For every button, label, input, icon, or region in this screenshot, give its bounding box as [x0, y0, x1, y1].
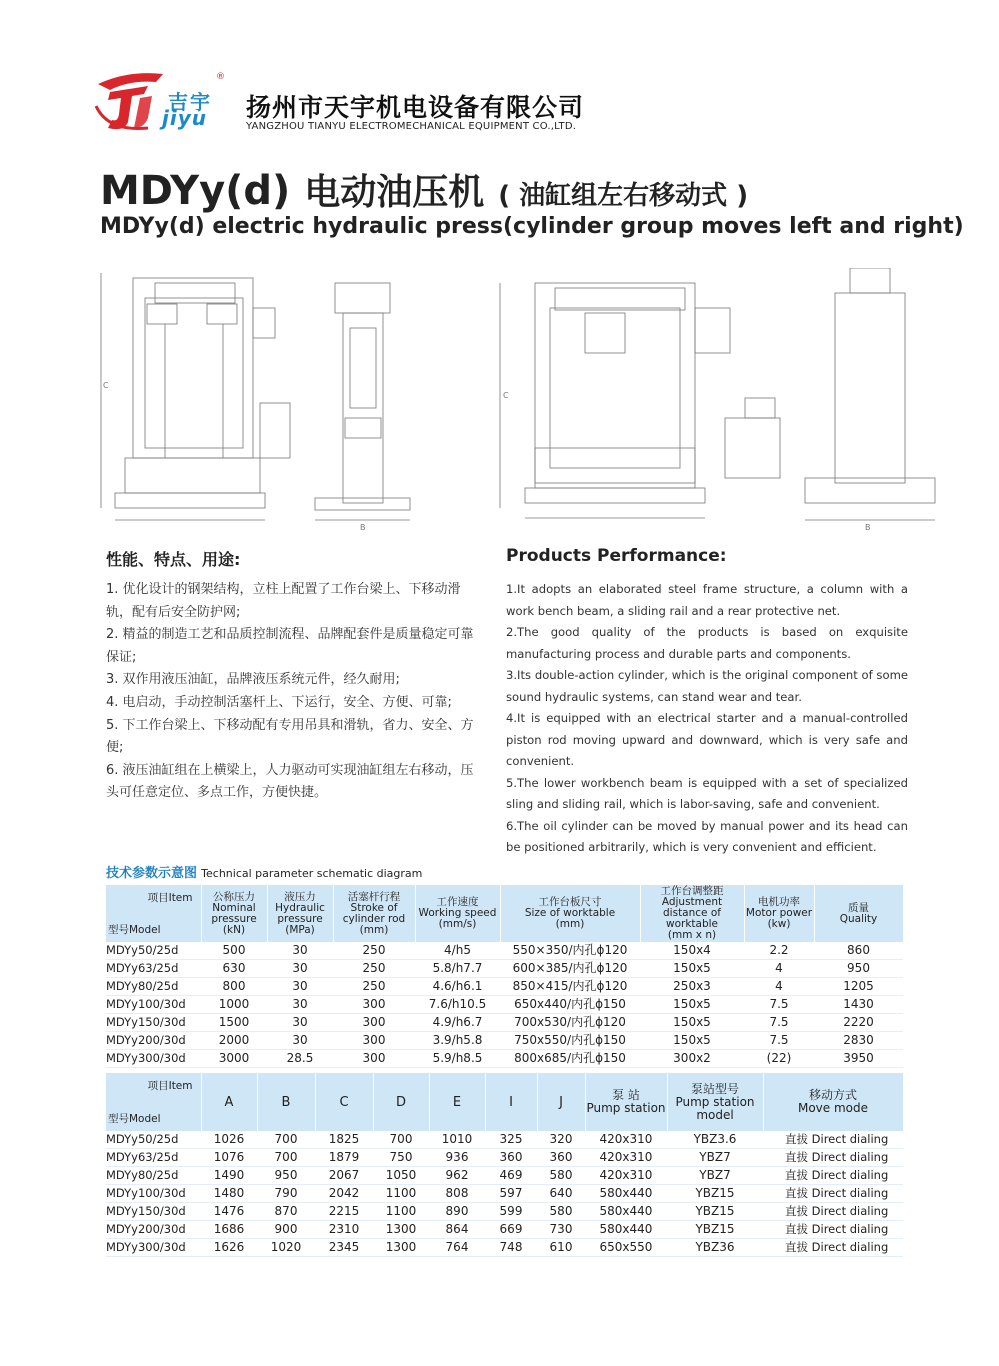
table-cell: YBZ7: [667, 1149, 763, 1167]
table-cell: 630: [201, 960, 267, 978]
spec-table-2: [106, 1073, 904, 1257]
table-header-row: [106, 885, 903, 942]
model-cell: MDYy50/25d: [106, 942, 201, 960]
table-cell: 250: [333, 942, 415, 960]
table-cell: 325: [485, 1131, 537, 1149]
table-cell: 4.9/h6.7: [415, 1014, 500, 1032]
table-cell: 420x310: [585, 1131, 667, 1149]
table-cell: 2830: [814, 1032, 903, 1050]
table-cell: 7.6/h10.5: [415, 996, 500, 1014]
front-view-drawing-2: [500, 283, 780, 518]
performance-item-cn: 1. 优化设计的钢架结构，立柱上配置了工作台梁上、下移动滑轨，配有后安全防护网;: [106, 582, 461, 620]
table-row: [106, 1221, 903, 1239]
performance-item-en: 2.The good quality of the products is based on exquisite manufacturing process and durable parts and components.: [506, 625, 908, 661]
table-cell: 1205: [814, 978, 903, 996]
table-cell: 700: [257, 1149, 315, 1167]
table-cell: 700x530/内孔ɸ120: [500, 1014, 640, 1032]
table-cell: 1480: [201, 1185, 257, 1203]
table-cell: 5.8/h7.7: [415, 960, 500, 978]
table-cell: 直拔 Direct dialing: [763, 1149, 903, 1167]
table-cell: 900: [257, 1221, 315, 1239]
table-cell: 580x440: [585, 1221, 667, 1239]
model-cell: MDYy150/30d: [106, 1203, 201, 1221]
table-cell: 150x4: [640, 942, 744, 960]
drawing-label: C: [503, 391, 509, 400]
table-cell: 1825: [315, 1131, 373, 1149]
model-cell: MDYy100/30d: [106, 1185, 201, 1203]
model-cell: MDYy300/30d: [106, 1050, 201, 1068]
table-cell: 直拔 Direct dialing: [763, 1221, 903, 1239]
table-cell: 150x5: [640, 960, 744, 978]
table-cell: 4: [744, 960, 814, 978]
table-cell: 1686: [201, 1221, 257, 1239]
table-cell: 直拔 Direct dialing: [763, 1131, 903, 1149]
performance-list-en: [506, 579, 908, 859]
table-cell: 469: [485, 1167, 537, 1185]
table-cell: 3950: [814, 1050, 903, 1068]
page-title: [100, 164, 748, 215]
table-cell: 250x3: [640, 978, 744, 996]
table-cell: 1879: [315, 1149, 373, 1167]
table-cell: 30: [267, 1014, 333, 1032]
col-header: 活塞杆行程 Stroke of cylinder rod (mm): [333, 885, 415, 942]
side-view-drawing-1: [315, 283, 410, 532]
page-title-english: MDYy(d) electric hydraulic press(cylinder group moves left and right): [100, 214, 964, 239]
table-cell: 300: [333, 1050, 415, 1068]
table-cell: 700: [373, 1131, 429, 1149]
params-label: [106, 862, 422, 881]
col-header: 工作速度 Working speed (mm/s): [415, 885, 500, 942]
col-header: 泵 站 Pump station: [585, 1073, 667, 1131]
brand-chinese: 吉宇: [168, 90, 212, 114]
table-cell: 764: [429, 1239, 485, 1257]
table-cell: 2215: [315, 1203, 373, 1221]
table-cell: 650x440/内孔ɸ150: [500, 996, 640, 1014]
table-row: [106, 1239, 903, 1257]
table-cell: 650x550: [585, 1239, 667, 1257]
col-header: A: [201, 1073, 257, 1131]
table-cell: 30: [267, 978, 333, 996]
table-cell: 2.2: [744, 942, 814, 960]
table-row: [106, 1014, 903, 1032]
col-header: 移动方式 Move mode: [763, 1073, 903, 1131]
table-cell: 800: [201, 978, 267, 996]
table-cell: 730: [537, 1221, 585, 1239]
table-row: [106, 960, 903, 978]
table-cell: 150x5: [640, 1014, 744, 1032]
table-cell: 250: [333, 978, 415, 996]
model-cell: MDYy63/25d: [106, 960, 201, 978]
table-cell: 1010: [429, 1131, 485, 1149]
table-cell: 1430: [814, 996, 903, 1014]
col-header: 工作台板尺寸 Size of worktable (mm): [500, 885, 640, 942]
table-cell: 1020: [257, 1239, 315, 1257]
performance-item-en: 5.The lower workbench beam is equipped with a set of specialized sling and sliding rail, which is labor-saving, safe and convenient.: [506, 775, 908, 811]
table-cell: 360: [537, 1149, 585, 1167]
table-cell: 1626: [201, 1239, 257, 1257]
col-header: 液压力 Hydraulic pressure (MPa): [267, 885, 333, 942]
corner-item-label: 项目Item: [147, 892, 193, 904]
col-header: 电机功率 Motor power (kw): [744, 885, 814, 942]
table-cell: 790: [257, 1185, 315, 1203]
table-cell: 直拔 Direct dialing: [763, 1185, 903, 1203]
performance-item-cn: 2. 精益的制造工艺和品质控制流程、品牌配套件是质量稳定可靠保证;: [106, 627, 474, 665]
table-cell: 1300: [373, 1239, 429, 1257]
table-cell: 864: [429, 1221, 485, 1239]
table-cell: 30: [267, 1032, 333, 1050]
table-cell: 962: [429, 1167, 485, 1185]
table-cell: 600×385/内孔ɸ120: [500, 960, 640, 978]
performance-item-cn: 6. 液压油缸组在上横梁上，人力驱动可实现油缸组左右移动，压头可任意定位、多点工作，方便快捷。: [106, 762, 474, 801]
drawing-label: B: [865, 523, 871, 532]
table-cell: 1100: [373, 1203, 429, 1221]
table-cell: 1476: [201, 1203, 257, 1221]
table-cell: 直拔 Direct dialing: [763, 1167, 903, 1185]
col-header: E: [429, 1073, 485, 1131]
registered-mark: ®: [216, 72, 225, 82]
table-cell: 1050: [373, 1167, 429, 1185]
table-cell: 420x310: [585, 1167, 667, 1185]
col-header: B: [257, 1073, 315, 1131]
table-cell: 748: [485, 1239, 537, 1257]
table-cell: 950: [814, 960, 903, 978]
title-model: MDYy(d): [100, 168, 291, 214]
table-cell: 7.5: [744, 1032, 814, 1050]
col-header: 公称压力 Nominal pressure (kN): [201, 885, 267, 942]
table-cell: YBZ15: [667, 1203, 763, 1221]
drawing-label: C: [103, 381, 109, 390]
col-header: C: [315, 1073, 373, 1131]
table-cell: 500: [201, 942, 267, 960]
performance-item-en: 4.It is equipped with an electrical starter and a manual-controlled piston rod moving upward and downward, which is very safe and convenient.: [506, 711, 908, 768]
table-cell: 4.6/h6.1: [415, 978, 500, 996]
table-cell: 669: [485, 1221, 537, 1239]
model-cell: MDYy100/30d: [106, 996, 201, 1014]
table-row: [106, 978, 903, 996]
table-cell: 300: [333, 1032, 415, 1050]
table-row: [106, 1167, 903, 1185]
company-name-en: YANGZHOU TIANYU ELECTROMECHANICAL EQUIPMENT CO.,LTD.: [246, 121, 577, 132]
title-subtitle-cn: ( 油缸组左右移动式 ): [498, 181, 749, 211]
table-cell: 4/h5: [415, 942, 500, 960]
table-cell: 1500: [201, 1014, 267, 1032]
table-cell: 28.5: [267, 1050, 333, 1068]
table-cell: 300: [333, 1014, 415, 1032]
table-row: [106, 996, 903, 1014]
table-cell: 直拔 Direct dialing: [763, 1203, 903, 1221]
table-cell: 5.9/h8.5: [415, 1050, 500, 1068]
model-cell: MDYy80/25d: [106, 1167, 201, 1185]
table-cell: 580x440: [585, 1203, 667, 1221]
col-header: 质量 Quality: [814, 885, 903, 942]
table-row: [106, 942, 903, 960]
front-view-drawing-1: [101, 273, 290, 520]
table-header-row: [106, 1073, 903, 1131]
table-cell: 580x440: [585, 1185, 667, 1203]
table-row: [106, 1149, 903, 1167]
table-cell: 597: [485, 1185, 537, 1203]
table-cell: 1076: [201, 1149, 257, 1167]
table-cell: 4: [744, 978, 814, 996]
performance-list-cn: [106, 579, 476, 805]
performance-item-cn: 3. 双作用液压油缸，品牌液压系统元件，经久耐用;: [106, 672, 400, 688]
table-cell: YBZ7: [667, 1167, 763, 1185]
performance-title-cn: 性能、特点、用途:: [106, 550, 241, 569]
technical-drawings: [95, 268, 945, 533]
table-row: [106, 1131, 903, 1149]
table-cell: 890: [429, 1203, 485, 1221]
table-cell: YBZ36: [667, 1239, 763, 1257]
table-cell: 808: [429, 1185, 485, 1203]
table-cell: 30: [267, 942, 333, 960]
performance-item-en: 6.The oil cylinder can be moved by manual power and its head can be positioned arbitrarily, which is very convenient and efficient.: [506, 818, 908, 854]
table-cell: 610: [537, 1239, 585, 1257]
brand-english: jiyu: [162, 106, 207, 130]
table-cell: 150x5: [640, 1032, 744, 1050]
corner-item-label: 项目Item: [147, 1080, 193, 1092]
table-cell: 640: [537, 1185, 585, 1203]
table-cell: 30: [267, 996, 333, 1014]
performance-item-en: 3.Its double-action cylinder, which is the original component of some sound hydraulic systems, can stand wear and tear.: [506, 668, 908, 704]
table-cell: 950: [257, 1167, 315, 1185]
performance-item-cn: 5. 下工作台梁上、下移动配有专用吊具和滑轨，省力、安全、方便;: [106, 717, 474, 756]
col-header: D: [373, 1073, 429, 1131]
table-cell: 420x310: [585, 1149, 667, 1167]
model-cell: MDYy200/30d: [106, 1221, 201, 1239]
table-cell: 936: [429, 1149, 485, 1167]
table-cell: 599: [485, 1203, 537, 1221]
side-view-drawing-2: [805, 268, 935, 532]
company-name-cn: 扬州市天宇机电设备有限公司: [246, 93, 585, 122]
table-cell: 750: [373, 1149, 429, 1167]
drawing-label: B: [360, 523, 366, 532]
table-cell: 7.5: [744, 1014, 814, 1032]
table-cell: 300x2: [640, 1050, 744, 1068]
table-cell: 1490: [201, 1167, 257, 1185]
model-cell: MDYy150/30d: [106, 1014, 201, 1032]
spec-table-1: [106, 885, 904, 1068]
table-cell: 3000: [201, 1050, 267, 1068]
table-cell: 850×415/内孔ɸ120: [500, 978, 640, 996]
col-header: J: [537, 1073, 585, 1131]
performance-title-en: Products Performance:: [506, 546, 727, 566]
table-corner: [106, 885, 201, 942]
table-row: [106, 1032, 903, 1050]
table-cell: YBZ3.6: [667, 1131, 763, 1149]
table-cell: 1100: [373, 1185, 429, 1203]
table-cell: 860: [814, 942, 903, 960]
table-cell: 2000: [201, 1032, 267, 1050]
table-cell: 2067: [315, 1167, 373, 1185]
table-row: [106, 1185, 903, 1203]
performance-item-cn: 4. 电启动，手动控制活塞杆上、下运行，安全、方便、可靠;: [106, 694, 452, 710]
table-cell: 2310: [315, 1221, 373, 1239]
params-label-en: Technical parameter schematic diagram: [201, 867, 423, 880]
model-cell: MDYy200/30d: [106, 1032, 201, 1050]
model-cell: MDYy50/25d: [106, 1131, 201, 1149]
table-cell: 1000: [201, 996, 267, 1014]
table-cell: 3.9/h5.8: [415, 1032, 500, 1050]
corner-model-label: 型号Model: [108, 1113, 161, 1125]
table-row: [106, 1203, 903, 1221]
col-header: I: [485, 1073, 537, 1131]
corner-model-label: 型号Model: [108, 924, 161, 936]
table-cell: (22): [744, 1050, 814, 1068]
table-cell: 870: [257, 1203, 315, 1221]
table-corner: [106, 1073, 201, 1131]
table-cell: 800x685/内孔ɸ150: [500, 1050, 640, 1068]
table-cell: 30: [267, 960, 333, 978]
model-cell: MDYy63/25d: [106, 1149, 201, 1167]
col-header: 泵站型号 Pump station model: [667, 1073, 763, 1131]
table-cell: YBZ15: [667, 1221, 763, 1239]
table-cell: 2042: [315, 1185, 373, 1203]
table-cell: 300: [333, 996, 415, 1014]
table-cell: 580: [537, 1203, 585, 1221]
table-cell: 2345: [315, 1239, 373, 1257]
model-cell: MDYy80/25d: [106, 978, 201, 996]
table-cell: 320: [537, 1131, 585, 1149]
col-header: 工作台调整距 Adjustment distance of worktable (mm x n): [640, 885, 744, 942]
table-cell: 1300: [373, 1221, 429, 1239]
table-cell: 7.5: [744, 996, 814, 1014]
title-product-cn: 电动油压机: [304, 172, 485, 213]
model-cell: MDYy300/30d: [106, 1239, 201, 1257]
table-cell: 750x550/内孔ɸ150: [500, 1032, 640, 1050]
table-cell: 250: [333, 960, 415, 978]
table-cell: 700: [257, 1131, 315, 1149]
table-cell: 1026: [201, 1131, 257, 1149]
performance-item-en: 1.It adopts an elaborated steel frame structure, a column with a work bench beam, a sliding rail and a rear protective net.: [506, 582, 908, 618]
table-cell: 550×350/内孔ɸ120: [500, 942, 640, 960]
table-row: [106, 1050, 903, 1068]
table-cell: YBZ15: [667, 1185, 763, 1203]
table-cell: 360: [485, 1149, 537, 1167]
params-label-cn: 技术参数示意图: [106, 866, 198, 881]
table-cell: 580: [537, 1167, 585, 1185]
table-cell: 直拔 Direct dialing: [763, 1239, 903, 1257]
table-cell: 150x5: [640, 996, 744, 1014]
table-cell: 2220: [814, 1014, 903, 1032]
